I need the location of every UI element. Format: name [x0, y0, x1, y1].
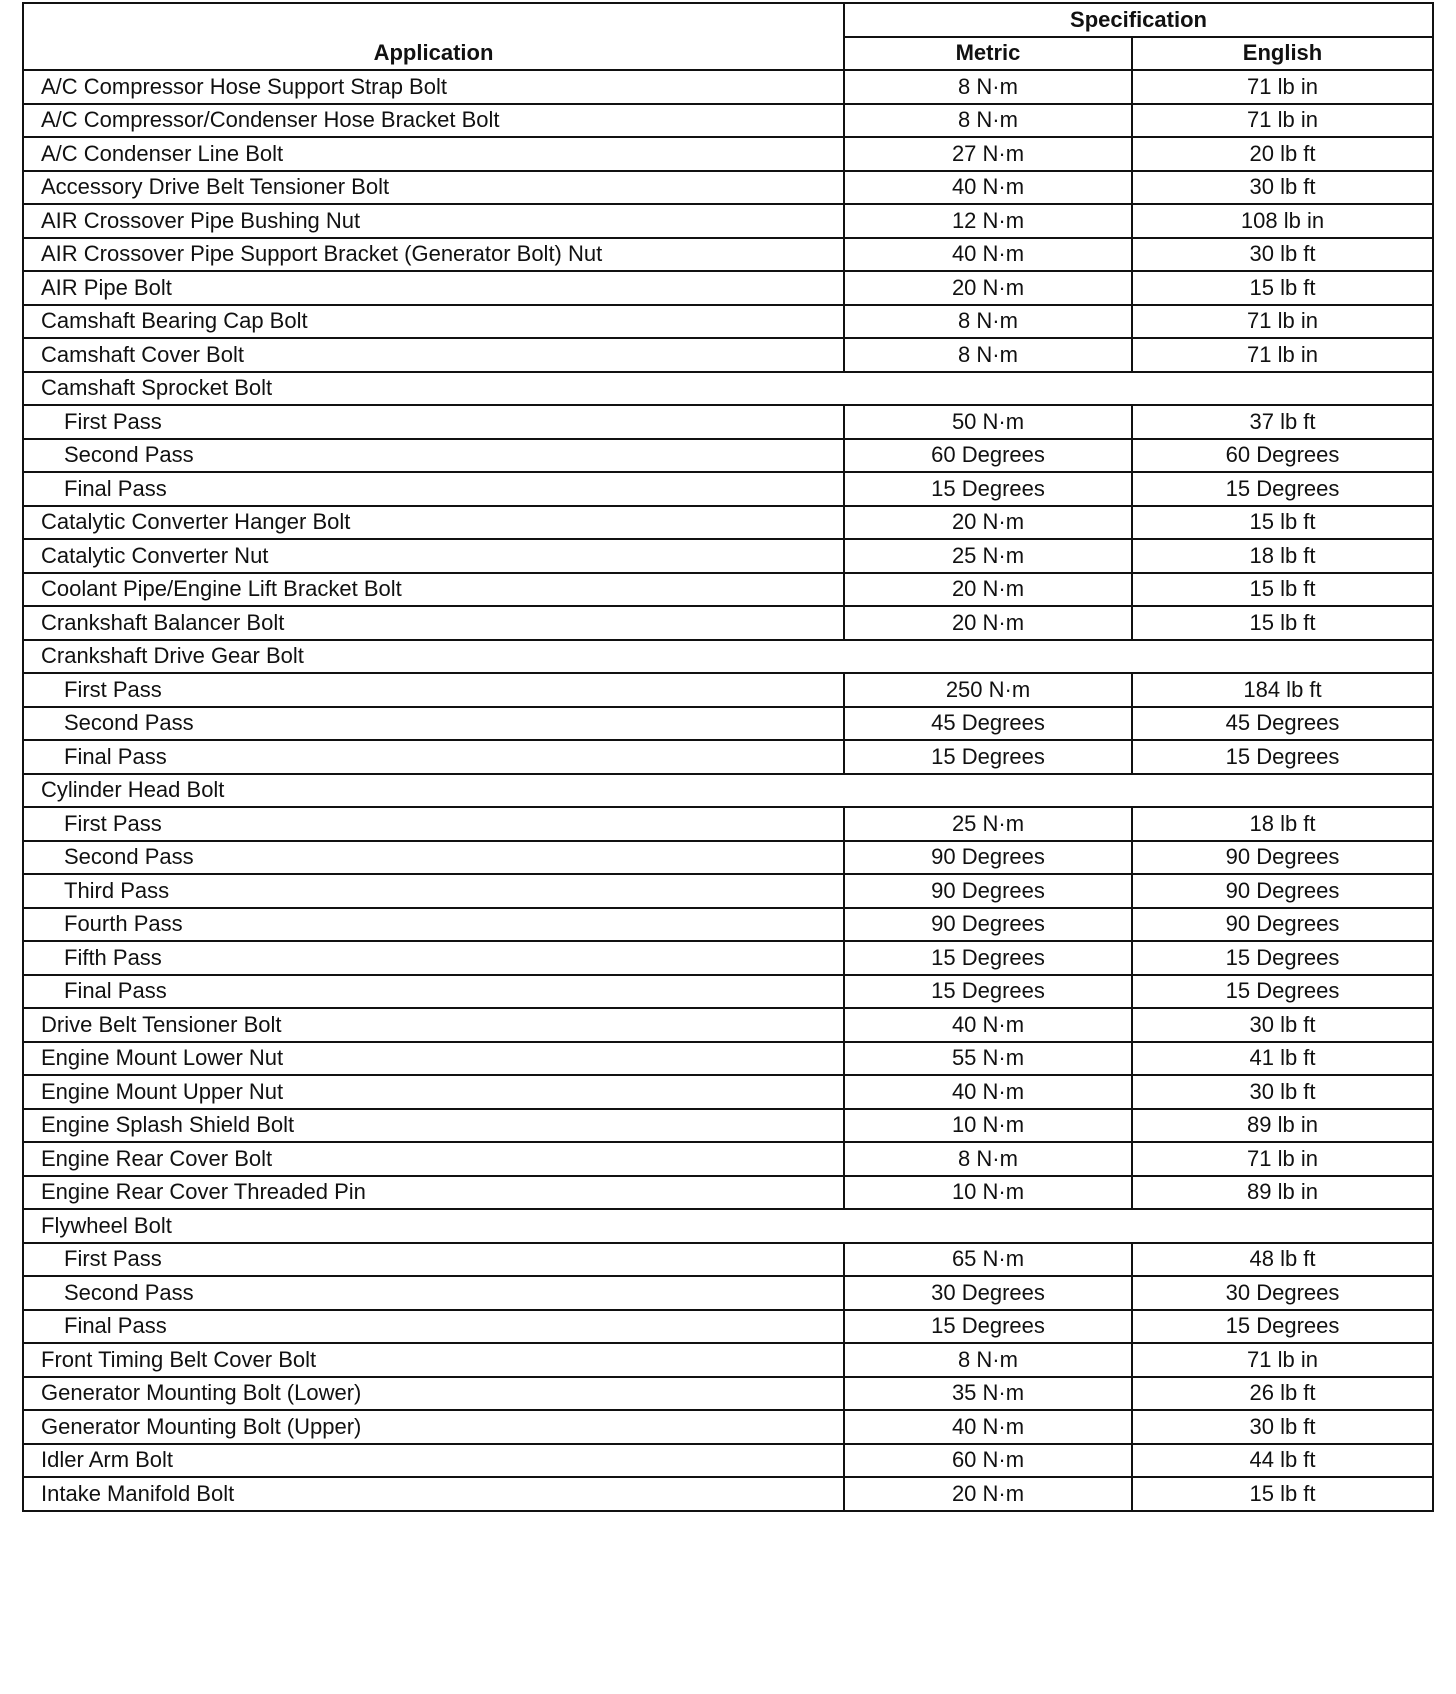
table-row [23, 305, 1433, 339]
torque-spec-table [22, 2, 1434, 1512]
table-row [23, 70, 1433, 104]
metric-cell: 10 N·m [844, 1109, 1132, 1143]
group-title-cell: Flywheel Bolt [23, 1209, 1433, 1243]
english-cell: 30 lb ft [1132, 171, 1433, 205]
application-cell: Final Pass [23, 975, 844, 1009]
table-row [23, 807, 1433, 841]
metric-cell: 20 N·m [844, 606, 1132, 640]
application-cell: Generator Mounting Bolt (Upper) [23, 1410, 844, 1444]
english-cell: 15 lb ft [1132, 271, 1433, 305]
metric-cell: 40 N·m [844, 1410, 1132, 1444]
table-row [23, 1343, 1433, 1377]
application-cell: Catalytic Converter Nut [23, 539, 844, 573]
table-row [23, 1377, 1433, 1411]
english-cell: 71 lb in [1132, 70, 1433, 104]
table-row [23, 1142, 1433, 1176]
table-row [23, 1243, 1433, 1277]
metric-cell: 40 N·m [844, 171, 1132, 205]
metric-column-header: Metric [844, 37, 1132, 71]
application-cell: Final Pass [23, 472, 844, 506]
application-column-header: Application [23, 3, 844, 70]
english-cell: 15 lb ft [1132, 506, 1433, 540]
table-row [23, 539, 1433, 573]
metric-cell: 30 Degrees [844, 1276, 1132, 1310]
metric-cell: 40 N·m [844, 1008, 1132, 1042]
application-cell: Final Pass [23, 740, 844, 774]
table-row [23, 908, 1433, 942]
english-cell: 18 lb ft [1132, 807, 1433, 841]
english-cell: 30 lb ft [1132, 1008, 1433, 1042]
metric-cell: 8 N·m [844, 70, 1132, 104]
metric-cell: 15 Degrees [844, 975, 1132, 1009]
english-cell: 108 lb in [1132, 204, 1433, 238]
english-cell: 71 lb in [1132, 305, 1433, 339]
english-cell: 30 lb ft [1132, 1075, 1433, 1109]
english-cell: 71 lb in [1132, 338, 1433, 372]
application-cell: Camshaft Cover Bolt [23, 338, 844, 372]
metric-cell: 90 Degrees [844, 908, 1132, 942]
english-cell: 30 lb ft [1132, 1410, 1433, 1444]
english-cell: 71 lb in [1132, 1343, 1433, 1377]
application-cell: Accessory Drive Belt Tensioner Bolt [23, 171, 844, 205]
metric-cell: 8 N·m [844, 1343, 1132, 1377]
table-row [23, 740, 1433, 774]
table-row [23, 472, 1433, 506]
application-cell: Intake Manifold Bolt [23, 1477, 844, 1511]
application-cell: Final Pass [23, 1310, 844, 1344]
table-row [23, 673, 1433, 707]
english-cell: 48 lb ft [1132, 1243, 1433, 1277]
english-cell: 15 lb ft [1132, 606, 1433, 640]
metric-cell: 10 N·m [844, 1176, 1132, 1210]
english-cell: 89 lb in [1132, 1176, 1433, 1210]
table-row [23, 941, 1433, 975]
table-row [23, 1109, 1433, 1143]
table-group-row [23, 640, 1433, 674]
application-cell: Second Pass [23, 707, 844, 741]
application-cell: Drive Belt Tensioner Bolt [23, 1008, 844, 1042]
metric-cell: 40 N·m [844, 238, 1132, 272]
application-cell: Second Pass [23, 1276, 844, 1310]
table-body [23, 70, 1433, 1511]
application-cell: AIR Pipe Bolt [23, 271, 844, 305]
table-row [23, 841, 1433, 875]
english-cell: 90 Degrees [1132, 874, 1433, 908]
english-cell: 60 Degrees [1132, 439, 1433, 473]
application-cell: A/C Compressor/Condenser Hose Bracket Bolt [23, 104, 844, 138]
table-row [23, 238, 1433, 272]
table-row [23, 1444, 1433, 1478]
application-cell: First Pass [23, 673, 844, 707]
metric-cell: 40 N·m [844, 1075, 1132, 1109]
metric-cell: 15 Degrees [844, 472, 1132, 506]
application-cell: Engine Rear Cover Bolt [23, 1142, 844, 1176]
metric-cell: 90 Degrees [844, 874, 1132, 908]
application-cell: First Pass [23, 405, 844, 439]
application-cell: Generator Mounting Bolt (Lower) [23, 1377, 844, 1411]
application-cell: First Pass [23, 807, 844, 841]
metric-cell: 60 N·m [844, 1444, 1132, 1478]
english-cell: 71 lb in [1132, 104, 1433, 138]
metric-cell: 90 Degrees [844, 841, 1132, 875]
application-cell: Catalytic Converter Hanger Bolt [23, 506, 844, 540]
metric-cell: 65 N·m [844, 1243, 1132, 1277]
application-cell: Front Timing Belt Cover Bolt [23, 1343, 844, 1377]
application-cell: First Pass [23, 1243, 844, 1277]
english-cell: 71 lb in [1132, 1142, 1433, 1176]
table-group-row [23, 774, 1433, 808]
table-row [23, 1008, 1433, 1042]
application-cell: Fourth Pass [23, 908, 844, 942]
table-row [23, 104, 1433, 138]
metric-cell: 8 N·m [844, 305, 1132, 339]
english-cell: 20 lb ft [1132, 137, 1433, 171]
metric-cell: 27 N·m [844, 137, 1132, 171]
table-row [23, 1410, 1433, 1444]
table-row [23, 137, 1433, 171]
metric-cell: 8 N·m [844, 338, 1132, 372]
metric-cell: 20 N·m [844, 506, 1132, 540]
english-cell: 90 Degrees [1132, 841, 1433, 875]
application-cell: AIR Crossover Pipe Bushing Nut [23, 204, 844, 238]
english-cell: 44 lb ft [1132, 1444, 1433, 1478]
metric-cell: 55 N·m [844, 1042, 1132, 1076]
english-cell: 15 Degrees [1132, 740, 1433, 774]
metric-cell: 8 N·m [844, 1142, 1132, 1176]
metric-cell: 20 N·m [844, 1477, 1132, 1511]
english-cell: 15 Degrees [1132, 941, 1433, 975]
application-cell: Engine Mount Upper Nut [23, 1075, 844, 1109]
application-cell: Engine Rear Cover Threaded Pin [23, 1176, 844, 1210]
table-group-row [23, 372, 1433, 406]
table-row [23, 1310, 1433, 1344]
table-row [23, 204, 1433, 238]
english-cell: 89 lb in [1132, 1109, 1433, 1143]
english-cell: 41 lb ft [1132, 1042, 1433, 1076]
table-row [23, 506, 1433, 540]
english-cell: 15 Degrees [1132, 975, 1433, 1009]
english-cell: 26 lb ft [1132, 1377, 1433, 1411]
table-row [23, 439, 1433, 473]
application-cell: Engine Splash Shield Bolt [23, 1109, 844, 1143]
table-row [23, 171, 1433, 205]
english-column-header: English [1132, 37, 1433, 71]
english-cell: 15 Degrees [1132, 472, 1433, 506]
metric-cell: 45 Degrees [844, 707, 1132, 741]
table-row [23, 1075, 1433, 1109]
metric-cell: 15 Degrees [844, 740, 1132, 774]
application-cell: Crankshaft Balancer Bolt [23, 606, 844, 640]
table-row [23, 1477, 1433, 1511]
application-cell: Third Pass [23, 874, 844, 908]
application-cell: Fifth Pass [23, 941, 844, 975]
group-title-cell: Cylinder Head Bolt [23, 774, 1433, 808]
application-cell: Second Pass [23, 841, 844, 875]
metric-cell: 35 N·m [844, 1377, 1132, 1411]
metric-cell: 60 Degrees [844, 439, 1132, 473]
table-row [23, 338, 1433, 372]
header-row-top [23, 3, 1433, 37]
english-cell: 30 Degrees [1132, 1276, 1433, 1310]
application-cell: Engine Mount Lower Nut [23, 1042, 844, 1076]
english-cell: 90 Degrees [1132, 908, 1433, 942]
english-cell: 37 lb ft [1132, 405, 1433, 439]
table-row [23, 271, 1433, 305]
table-row [23, 874, 1433, 908]
table-group-row [23, 1209, 1433, 1243]
metric-cell: 12 N·m [844, 204, 1132, 238]
table-row [23, 1042, 1433, 1076]
group-title-cell: Camshaft Sprocket Bolt [23, 372, 1433, 406]
application-cell: A/C Compressor Hose Support Strap Bolt [23, 70, 844, 104]
table-row [23, 975, 1433, 1009]
application-cell: Second Pass [23, 439, 844, 473]
table-row [23, 573, 1433, 607]
english-cell: 15 Degrees [1132, 1310, 1433, 1344]
metric-cell: 25 N·m [844, 807, 1132, 841]
table-row [23, 606, 1433, 640]
table-row [23, 1176, 1433, 1210]
table-row [23, 405, 1433, 439]
group-title-cell: Crankshaft Drive Gear Bolt [23, 640, 1433, 674]
metric-cell: 20 N·m [844, 271, 1132, 305]
table-header [23, 3, 1433, 70]
application-cell: Idler Arm Bolt [23, 1444, 844, 1478]
metric-cell: 20 N·m [844, 573, 1132, 607]
metric-cell: 8 N·m [844, 104, 1132, 138]
english-cell: 45 Degrees [1132, 707, 1433, 741]
table-row [23, 1276, 1433, 1310]
english-cell: 18 lb ft [1132, 539, 1433, 573]
application-cell: A/C Condenser Line Bolt [23, 137, 844, 171]
table-row [23, 707, 1433, 741]
metric-cell: 15 Degrees [844, 941, 1132, 975]
application-cell: Coolant Pipe/Engine Lift Bracket Bolt [23, 573, 844, 607]
metric-cell: 25 N·m [844, 539, 1132, 573]
application-cell: Camshaft Bearing Cap Bolt [23, 305, 844, 339]
metric-cell: 15 Degrees [844, 1310, 1132, 1344]
english-cell: 184 lb ft [1132, 673, 1433, 707]
application-cell: AIR Crossover Pipe Support Bracket (Generator Bolt) Nut [23, 238, 844, 272]
metric-cell: 50 N·m [844, 405, 1132, 439]
metric-cell: 250 N·m [844, 673, 1132, 707]
english-cell: 15 lb ft [1132, 573, 1433, 607]
english-cell: 15 lb ft [1132, 1477, 1433, 1511]
specification-column-header: Specification [844, 3, 1433, 37]
english-cell: 30 lb ft [1132, 238, 1433, 272]
